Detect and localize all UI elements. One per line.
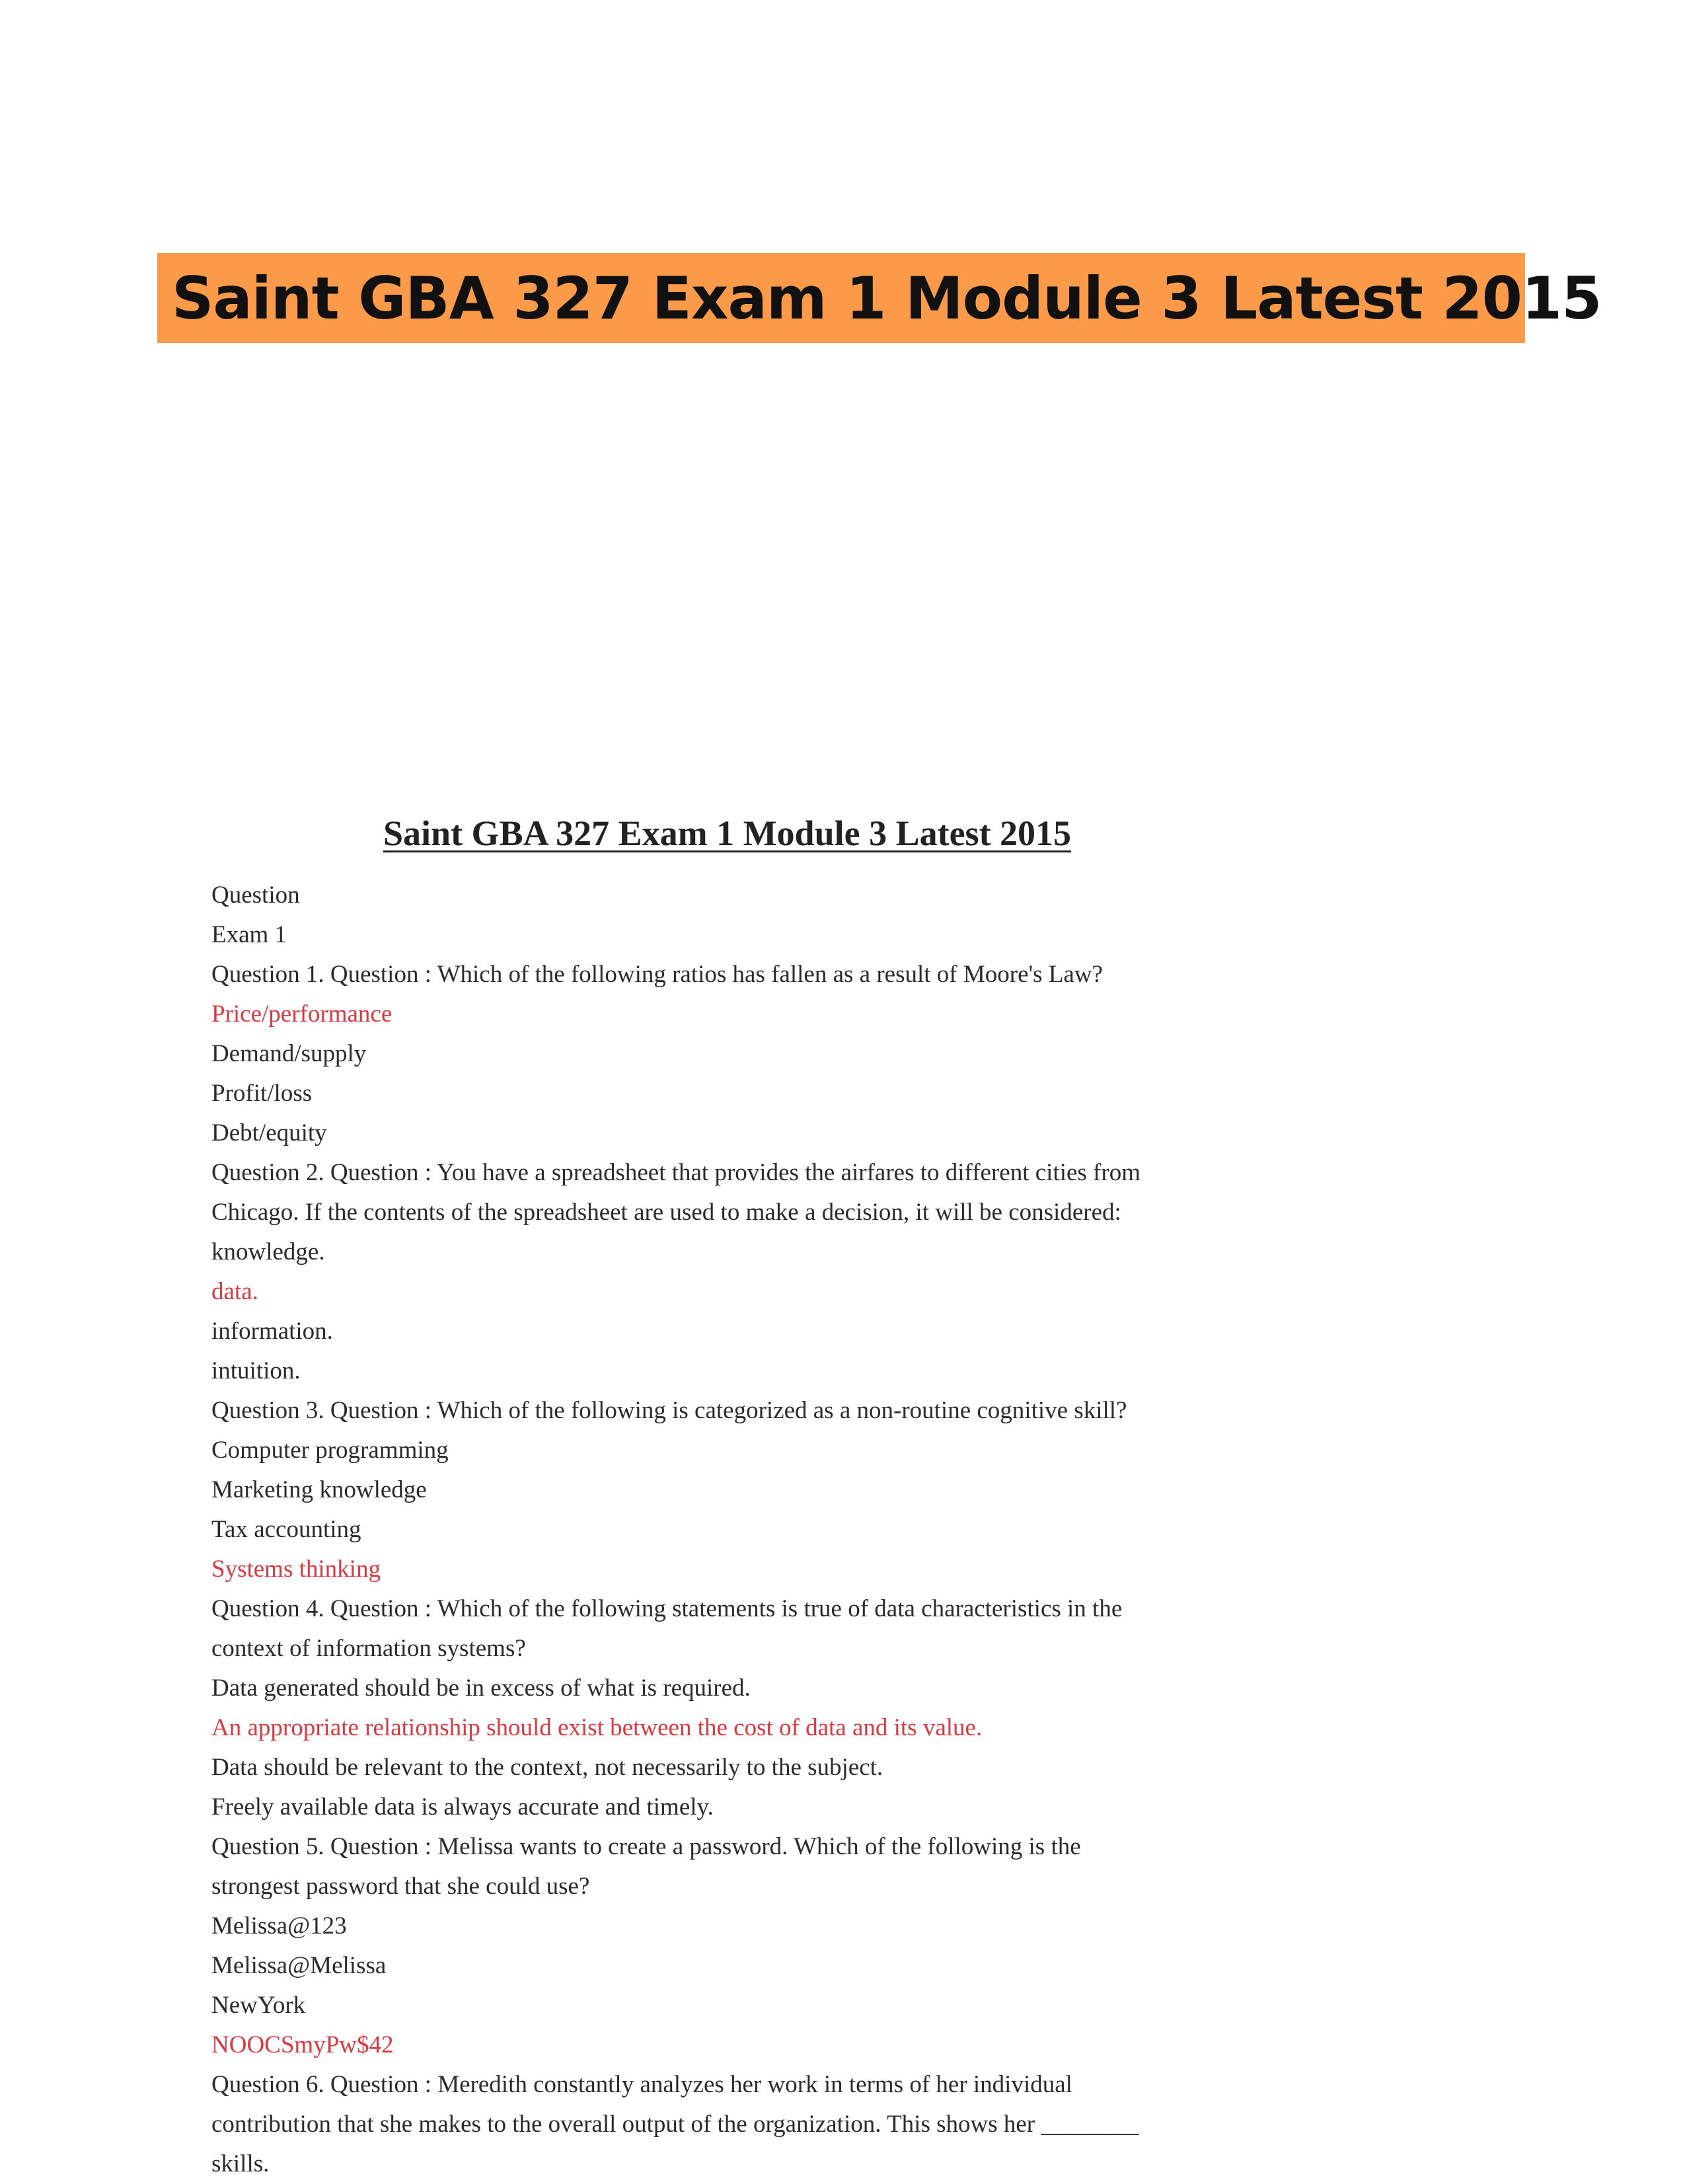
text-line: Tax accounting xyxy=(211,1516,361,1543)
answer-line: Price/performance xyxy=(211,1000,393,1028)
text-line: Chicago. If the contents of the spreadsheet are used to make a decision, it will be considered: xyxy=(211,1199,1121,1226)
text-line: Melissa@Melissa xyxy=(211,1952,387,1979)
banner-title: Saint GBA 327 Exam 1 Module 3 Latest 2015 xyxy=(172,264,1602,332)
text-line: NewYork xyxy=(211,1992,306,2019)
answer-line: data. xyxy=(211,1278,258,1305)
text-line: Marketing knowledge xyxy=(211,1476,427,1503)
text-line: intuition. xyxy=(211,1357,301,1384)
text-line: context of information systems? xyxy=(211,1635,526,1662)
text-line: Debt/equity xyxy=(211,1119,327,1147)
text-line: Question 2. Question : You have a spreadsheet that provides the airfares to different cities from xyxy=(211,1159,1141,1186)
text-line: Data generated should be in excess of what is required. xyxy=(211,1675,751,1702)
text-line: Demand/supply xyxy=(211,1040,367,1067)
text-line: Question 5. Question : Melissa wants to create a password. Which of the following is the xyxy=(211,1833,1081,1860)
text-line: Profit/loss xyxy=(211,1080,313,1107)
document-title: Saint GBA 327 Exam 1 Module 3 Latest 2015 xyxy=(383,813,1072,853)
text-line: Data should be relevant to the context, not necessarily to the subject. xyxy=(211,1754,883,1781)
text-line: Question 6. Question : Meredith constantly analyzes her work in terms of her individual xyxy=(211,2071,1072,2098)
title-banner xyxy=(157,253,1602,343)
text-line: Freely available data is always accurate and timely. xyxy=(211,1793,714,1821)
text-line: knowledge. xyxy=(211,1238,325,1265)
exam-content xyxy=(211,876,1269,2184)
text-line: Computer programming xyxy=(211,1437,449,1464)
text-line: information. xyxy=(211,1318,333,1345)
text-line: Question 4. Question : Which of the following statements is true of data characteristics in the xyxy=(211,1595,1123,1622)
text-line: Question 1. Question : Which of the following ratios has fallen as a result of Moore's Law? xyxy=(211,961,1103,988)
text-line: strongest password that she could use? xyxy=(211,1873,590,1900)
answer-line: NOOCSmyPw$42 xyxy=(211,2031,394,2058)
answer-line: Systems thinking xyxy=(211,1556,381,1583)
text-line: Exam 1 xyxy=(211,921,287,948)
text-line: contribution that she makes to the overall output of the organization. This shows her ________ xyxy=(211,2111,1139,2138)
text-line: skills. xyxy=(211,2150,270,2177)
text-line: Question 3. Question : Which of the following is categorized as a non-routine cognitive skill? xyxy=(211,1397,1127,1424)
text-line: Melissa@123 xyxy=(211,1912,347,1939)
text-line: Question xyxy=(211,882,300,909)
answer-line: An appropriate relationship should exist between the cost of data and its value. xyxy=(211,1714,983,1741)
